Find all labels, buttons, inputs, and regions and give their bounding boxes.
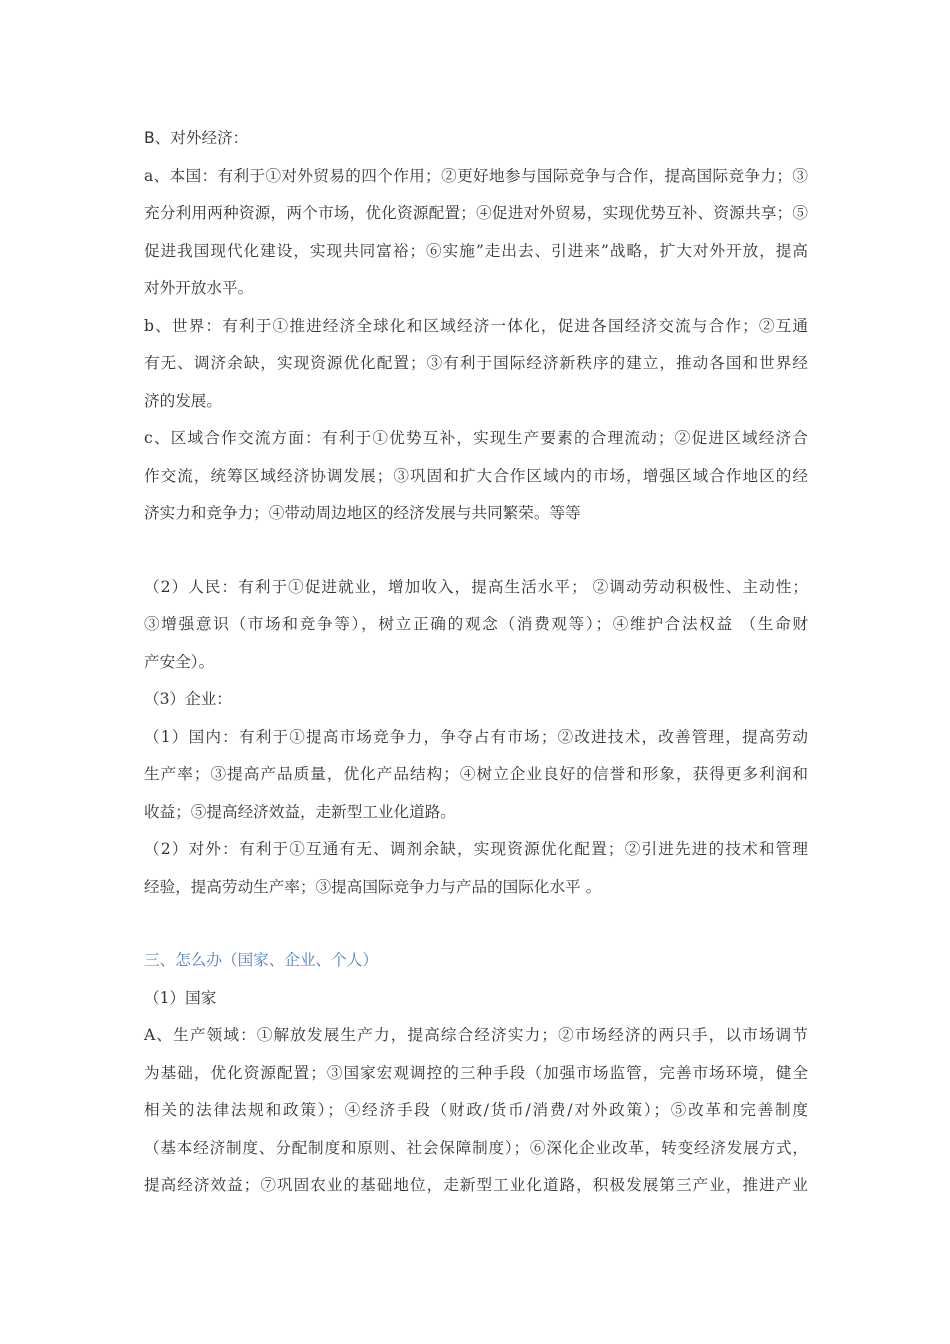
section-three-heading <box>144 942 808 980</box>
text-line: 为基础，优化资源配置；③国家宏观调控的三种手段（加强市场监管，完善市场环境，健全 <box>144 1063 808 1082</box>
text-line: 充分利用两种资源，两个市场，优化资源配置；④促进对外贸易，实现优势互补、资源共享；⑤ <box>144 204 808 222</box>
paragraph-enterprise-domestic <box>144 719 808 832</box>
text-line: 有无、调济余缺，实现资源优化配置；③有利于国际经济新秩序的建立，推动各国和世界经 <box>144 354 808 372</box>
text-line: 产安全）。 <box>144 652 215 671</box>
text-line: 提高经济效益；⑦巩固农业的基础地位，走新型工业化道路，积极发展第三产业，推进产业 <box>144 1176 808 1194</box>
text-line: b、世界：有利于①推进经济全球化和区域经济一体化，促进各国经济交流与合作；②互通 <box>144 316 808 335</box>
text-line: 对外开放水平。 <box>144 279 254 297</box>
text-line: ③增强意识（市场和竞争等），树立正确的观念（消费观等）；④维护合法权益 （生命财 <box>144 615 808 633</box>
text-line: 促进我国现代化建设，实现共同富裕；⑥实施”走出去、引进来”战略，扩大对外开放，提高 <box>144 241 808 260</box>
paragraph-spacer <box>144 533 808 569</box>
section-three-subtitle <box>144 980 808 1018</box>
paragraph-domestic-benefits <box>144 158 808 308</box>
text-line: 经验，提高劳动生产率；③提高国际竞争力与产品的国际化水平 。 <box>144 877 602 896</box>
text-line: 三、怎么办（国家、企业、个人） <box>144 951 378 969</box>
text-line: A、生产领域：①解放发展生产力，提高综合经济实力；②市场经济的两只手，以市场调节 <box>144 1026 808 1044</box>
text-line: 济的发展。 <box>144 391 222 410</box>
paragraph-people <box>144 569 808 682</box>
text-line: 收益；⑤提高经济效益，走新型工业化道路。 <box>144 802 456 821</box>
text-line: B、对外经济： <box>144 129 249 147</box>
text-line: 生产率；③提高产品质量，优化产品结构；④树立企业良好的信誉和形象，获得更多利润和 <box>144 765 808 783</box>
text-line: （1）国内：有利于①提高市场竞争力，争夺占有市场；②改进技术，改善管理，提高劳动 <box>144 727 808 746</box>
text-line: c、区域合作交流方面：有利于①优势互补，实现生产要素的合理流动；②促进区域经济合 <box>144 429 808 447</box>
text-line: （1）国家 <box>144 988 217 1007</box>
paragraph-spacer <box>144 906 808 942</box>
paragraph-world-benefits <box>144 308 808 421</box>
text-line: （2）人民：有利于①促进就业，增加收入，提高生活水平； ②调动劳动积极性、主动性； <box>144 577 808 596</box>
text-line: 济实力和竞争力；④带动周边地区的经济发展与共同繁荣。等等 <box>144 504 581 522</box>
paragraph-enterprise-foreign <box>144 831 808 906</box>
document-body <box>144 120 808 1205</box>
paragraph-production-field <box>144 1017 808 1205</box>
section-b-title <box>144 120 808 158</box>
paragraph-regional-cooperation <box>144 420 808 533</box>
text-line: （基本经济制度、分配制度和原则、社会保障制度）；⑥深化企业改革，转变经济发展方式， <box>144 1138 808 1157</box>
text-line: （2）对外：有利于①互通有无、调剂余缺，实现资源优化配置；②引进先进的技术和管理 <box>144 840 808 858</box>
text-line: 作交流，统筹区域经济协调发展；③巩固和扩大合作区域内的市场，增强区域合作地区的经 <box>144 466 808 485</box>
text-line: （3）企业： <box>144 690 232 708</box>
text-line: a、本国：有利于①对外贸易的四个作用；②更好地参与国际竞争与合作，提高国际竞争力；③ <box>144 166 808 185</box>
enterprise-title <box>144 681 808 719</box>
text-line: 相关的法律法规和政策）；④经济手段（财政/货币/消费/对外政策）；⑤改革和完善制度 <box>144 1101 808 1119</box>
